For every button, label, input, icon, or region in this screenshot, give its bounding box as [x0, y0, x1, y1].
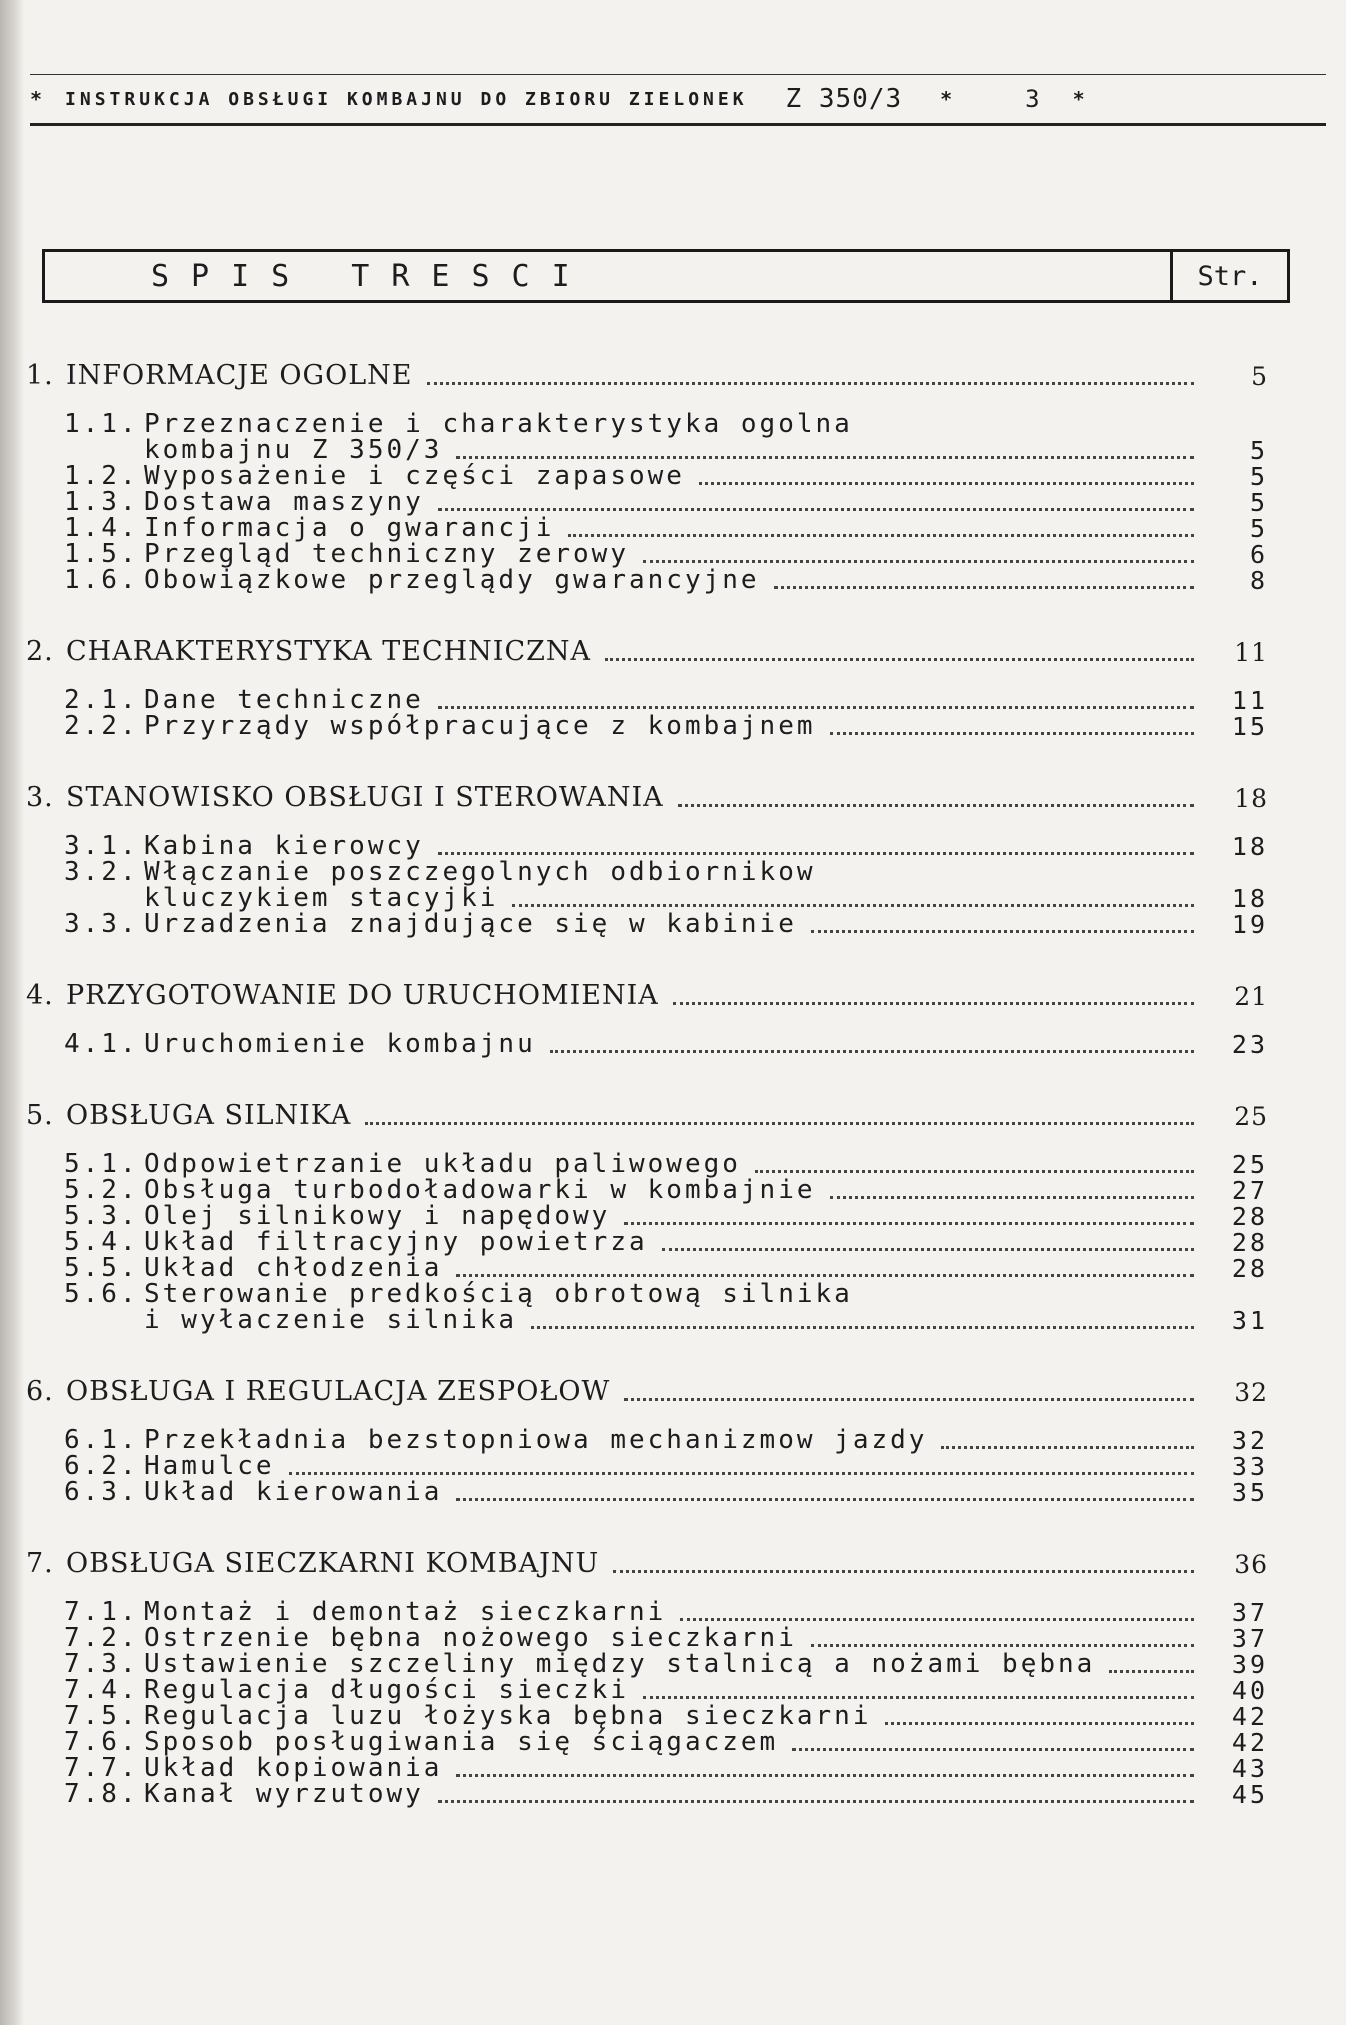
subsection-page: 11	[1231, 686, 1268, 715]
subsection-page: 40	[1231, 1676, 1268, 1705]
dot-leader	[512, 903, 1194, 907]
subsection-number: 1.1.	[64, 409, 139, 439]
toc-section	[26, 975, 1268, 1059]
subsection-number: 2.1.	[64, 685, 139, 715]
page-edge-shadow	[0, 0, 24, 2025]
section-title: PRZYGOTOWANIE DO URUCHOMIENIA	[66, 980, 659, 1011]
section-number: 7.	[26, 1548, 54, 1579]
subsection-title: Regulacja luzu łożyska bębna sieczkarni	[144, 1701, 872, 1731]
subsection-number: 2.2.	[64, 711, 139, 741]
subsection-title: Hamulce	[144, 1451, 275, 1481]
subsection-number: 5.2.	[64, 1175, 139, 1205]
header-page-number: 3	[1025, 85, 1043, 113]
subsection-title: Kabina kierowcy	[144, 831, 424, 861]
subsection-number: 5.6.	[64, 1279, 139, 1309]
subsection-page: 19	[1231, 910, 1268, 939]
subsection-page: 31	[1231, 1306, 1268, 1335]
section-number: 3.	[26, 782, 54, 813]
dot-leader	[678, 803, 1194, 807]
header-title: INSTRUKCJA OBSŁUGI KOMBAJNU DO ZBIORU ZIELONEK	[65, 88, 748, 110]
dot-leader	[365, 1121, 1194, 1125]
section-number: 1.	[26, 360, 54, 391]
dot-leader	[456, 455, 1194, 459]
dot-leader	[568, 533, 1194, 537]
section-title: INFORMACJE OGOLNE	[66, 360, 413, 391]
subsection-number: 7.6.	[64, 1727, 139, 1757]
dot-leader	[438, 851, 1194, 855]
subsection-title: Układ filtracyjny powietrza	[144, 1227, 648, 1257]
dot-leader	[624, 1397, 1194, 1401]
dot-leader	[811, 929, 1194, 933]
subsection-number: 6.1.	[64, 1425, 139, 1455]
dot-leader	[289, 1471, 1194, 1475]
toc-subsection-row	[26, 1477, 1268, 1507]
subsection-title: Obsługa turbodoładowarki w kombajnie	[144, 1175, 816, 1205]
section-number: 6.	[26, 1376, 54, 1407]
section-page: 5	[1251, 362, 1268, 391]
subsection-page: 18	[1231, 832, 1268, 861]
section-title: CHARAKTERYSTYKA TECHNICZNA	[66, 636, 591, 667]
toc-subsection-row	[26, 1305, 1268, 1335]
subsection-title: Uruchomienie kombajnu	[144, 1029, 536, 1059]
subsection-title: Urzadzenia znajdujące się w kabinie	[144, 909, 797, 939]
subsection-page: 35	[1231, 1478, 1268, 1507]
subsection-page: 5	[1249, 436, 1268, 465]
subsection-title: Wyposażenie i części zapasowe	[144, 461, 685, 491]
table-of-contents	[26, 355, 1268, 1845]
subsection-number: 1.2.	[64, 461, 139, 491]
subsection-title: Włączanie poszczegolnych odbiornikow	[144, 857, 816, 887]
subsection-title: Odpowietrzanie układu paliwowego	[144, 1149, 741, 1179]
subsection-page: 6	[1249, 540, 1268, 569]
section-number: 2.	[26, 636, 54, 667]
subsection-page: 33	[1231, 1452, 1268, 1481]
subsection-title: Przegląd techniczny zerowy	[144, 539, 629, 569]
section-page: 36	[1234, 1550, 1268, 1579]
subsection-page: 37	[1231, 1624, 1268, 1653]
toc-section-row	[26, 631, 1268, 667]
dot-leader	[941, 1445, 1194, 1449]
subsection-page: 45	[1231, 1780, 1268, 1809]
dot-leader	[624, 1221, 1194, 1225]
toc-subsection-row	[26, 711, 1268, 741]
subsection-number: 7.7.	[64, 1753, 139, 1783]
subsection-page: 27	[1231, 1176, 1268, 1205]
subsection-page: 23	[1231, 1030, 1268, 1059]
subsection-title: Obowiązkowe przeglądy gwarancyjne	[144, 565, 760, 595]
subsection-page: 28	[1231, 1202, 1268, 1231]
toc-section	[26, 631, 1268, 741]
section-page: 32	[1234, 1378, 1268, 1407]
dot-leader	[885, 1721, 1194, 1725]
subsection-title: Układ kopiowania	[144, 1753, 443, 1783]
dot-leader	[673, 1001, 1194, 1005]
subsection-number: 4.1.	[64, 1029, 139, 1059]
subsection-page: 5	[1249, 488, 1268, 517]
dot-leader	[830, 731, 1194, 735]
dot-leader	[792, 1747, 1194, 1751]
subsection-number: 7.5.	[64, 1701, 139, 1731]
dot-leader	[456, 1497, 1194, 1501]
dot-leader	[438, 507, 1194, 511]
toc-section	[26, 355, 1268, 595]
subsection-title: i wyłaczenie silnika	[144, 1305, 518, 1335]
toc-section-row	[26, 777, 1268, 813]
subsection-title: kombajnu Z 350/3	[144, 435, 443, 465]
subsection-title: Informacja o gwarancji	[144, 513, 555, 543]
dot-leader	[755, 1169, 1194, 1173]
dot-leader	[1109, 1669, 1194, 1673]
subsection-title: Olej silnikowy i napędowy	[144, 1201, 611, 1231]
subsection-number: 6.2.	[64, 1451, 139, 1481]
subsection-page: 32	[1231, 1426, 1268, 1455]
subsection-page: 42	[1231, 1728, 1268, 1757]
toc-section-row	[26, 1371, 1268, 1407]
subsection-number: 7.2.	[64, 1623, 139, 1653]
dot-leader	[605, 657, 1194, 661]
subsection-title: Układ chłodzenia	[144, 1253, 443, 1283]
section-page: 21	[1234, 982, 1268, 1011]
toc-section	[26, 1095, 1268, 1335]
subsection-number: 5.4.	[64, 1227, 139, 1257]
toc-section-row	[26, 355, 1268, 391]
subsection-title: Regulacja długości sieczki	[144, 1675, 629, 1705]
subsection-number: 6.3.	[64, 1477, 139, 1507]
subsection-number: 3.2.	[64, 857, 139, 887]
toc-subsection-row	[26, 1779, 1268, 1809]
subsection-page: 43	[1231, 1754, 1268, 1783]
subsection-number: 7.8.	[64, 1779, 139, 1809]
dot-leader	[456, 1273, 1194, 1277]
dot-leader	[613, 1569, 1194, 1573]
header-star: *	[1072, 87, 1088, 111]
subsection-title: Ustawienie szczeliny między stalnicą a nożami bębna	[144, 1649, 1096, 1679]
toc-title: SPIS TRESCI	[151, 258, 592, 294]
subsection-page: 18	[1231, 884, 1268, 913]
subsection-title: Przeznaczenie i charakterystyka ogolna	[144, 409, 853, 439]
section-title: OBSŁUGA SIECZKARNI KOMBAJNU	[66, 1548, 600, 1579]
toc-subsection-row	[26, 565, 1268, 595]
subsection-title: Układ kierowania	[144, 1477, 443, 1507]
toc-page-column-label: Str.	[1170, 252, 1287, 300]
subsection-number: 7.3.	[64, 1649, 139, 1679]
section-page: 25	[1234, 1102, 1268, 1131]
section-number: 5.	[26, 1100, 54, 1131]
subsection-page: 28	[1231, 1254, 1268, 1283]
toc-subsection-row	[26, 1029, 1268, 1059]
toc-section-row	[26, 975, 1268, 1011]
toc-heading-box	[42, 249, 1290, 303]
subsection-title: Przyrządy współpracujące z kombajnem	[144, 711, 816, 741]
subsection-page: 37	[1231, 1598, 1268, 1627]
dot-leader	[550, 1049, 1194, 1053]
dot-leader	[680, 1617, 1194, 1621]
subsection-title: Ostrzenie bębna nożowego sieczkarni	[144, 1623, 797, 1653]
subsection-title: Kanał wyrzutowy	[144, 1779, 424, 1809]
subsection-title: Dane techniczne	[144, 685, 424, 715]
subsection-page: 42	[1231, 1702, 1268, 1731]
subsection-page: 5	[1249, 514, 1268, 543]
subsection-number: 3.3.	[64, 909, 139, 939]
subsection-number: 7.1.	[64, 1597, 139, 1627]
section-number: 4.	[26, 980, 54, 1011]
section-title: OBSŁUGA I REGULACJA ZESPOŁOW	[66, 1376, 611, 1407]
dot-leader	[643, 1695, 1194, 1699]
subsection-number: 1.4.	[64, 513, 139, 543]
subsection-title: Dostawa maszyny	[144, 487, 424, 517]
subsection-number: 1.3.	[64, 487, 139, 517]
subsection-page: 39	[1231, 1650, 1268, 1679]
subsection-title: Montaż i demontaż sieczkarni	[144, 1597, 667, 1627]
section-page: 11	[1234, 638, 1268, 667]
toc-section-row	[26, 1543, 1268, 1579]
dot-leader	[699, 481, 1194, 485]
subsection-page: 25	[1231, 1150, 1268, 1179]
dot-leader	[830, 1195, 1194, 1199]
subsection-number: 1.5.	[64, 539, 139, 569]
subsection-number: 1.6.	[64, 565, 139, 595]
header-star: *	[30, 87, 46, 111]
dot-leader	[456, 1773, 1194, 1777]
subsection-number: 7.4.	[64, 1675, 139, 1705]
dot-leader	[438, 1799, 1194, 1803]
running-header	[30, 74, 1326, 126]
subsection-number: 5.3.	[64, 1201, 139, 1231]
dot-leader	[643, 559, 1194, 563]
subsection-page: 28	[1231, 1228, 1268, 1257]
subsection-page: 8	[1249, 566, 1268, 595]
section-page: 18	[1234, 784, 1268, 813]
toc-section	[26, 1371, 1268, 1507]
dot-leader	[662, 1247, 1194, 1251]
subsection-number: 3.1.	[64, 831, 139, 861]
dot-leader	[531, 1325, 1194, 1329]
header-star: *	[940, 87, 956, 111]
section-title: OBSŁUGA SILNIKA	[66, 1100, 352, 1131]
toc-section	[26, 1543, 1268, 1809]
dot-leader	[427, 381, 1194, 385]
section-title: STANOWISKO OBSŁUGI I STEROWANIA	[66, 782, 664, 813]
dot-leader	[811, 1643, 1194, 1647]
toc-subsection-row	[26, 909, 1268, 939]
subsection-number: 5.5.	[64, 1253, 139, 1283]
dot-leader	[774, 585, 1194, 589]
dot-leader	[438, 705, 1194, 709]
subsection-title: kluczykiem stacyjki	[144, 883, 499, 913]
subsection-page: 15	[1231, 712, 1268, 741]
subsection-title: Sposob posługiwania się ściągaczem	[144, 1727, 779, 1757]
header-model: Z 350/3	[785, 84, 903, 114]
toc-section	[26, 777, 1268, 939]
subsection-title: Przekładnia bezstopniowa mechanizmow jazdy	[144, 1425, 928, 1455]
toc-section-row	[26, 1095, 1268, 1131]
subsection-number: 5.1.	[64, 1149, 139, 1179]
subsection-title: Sterowanie predkością obrotową silnika	[144, 1279, 853, 1309]
subsection-page: 5	[1249, 462, 1268, 491]
